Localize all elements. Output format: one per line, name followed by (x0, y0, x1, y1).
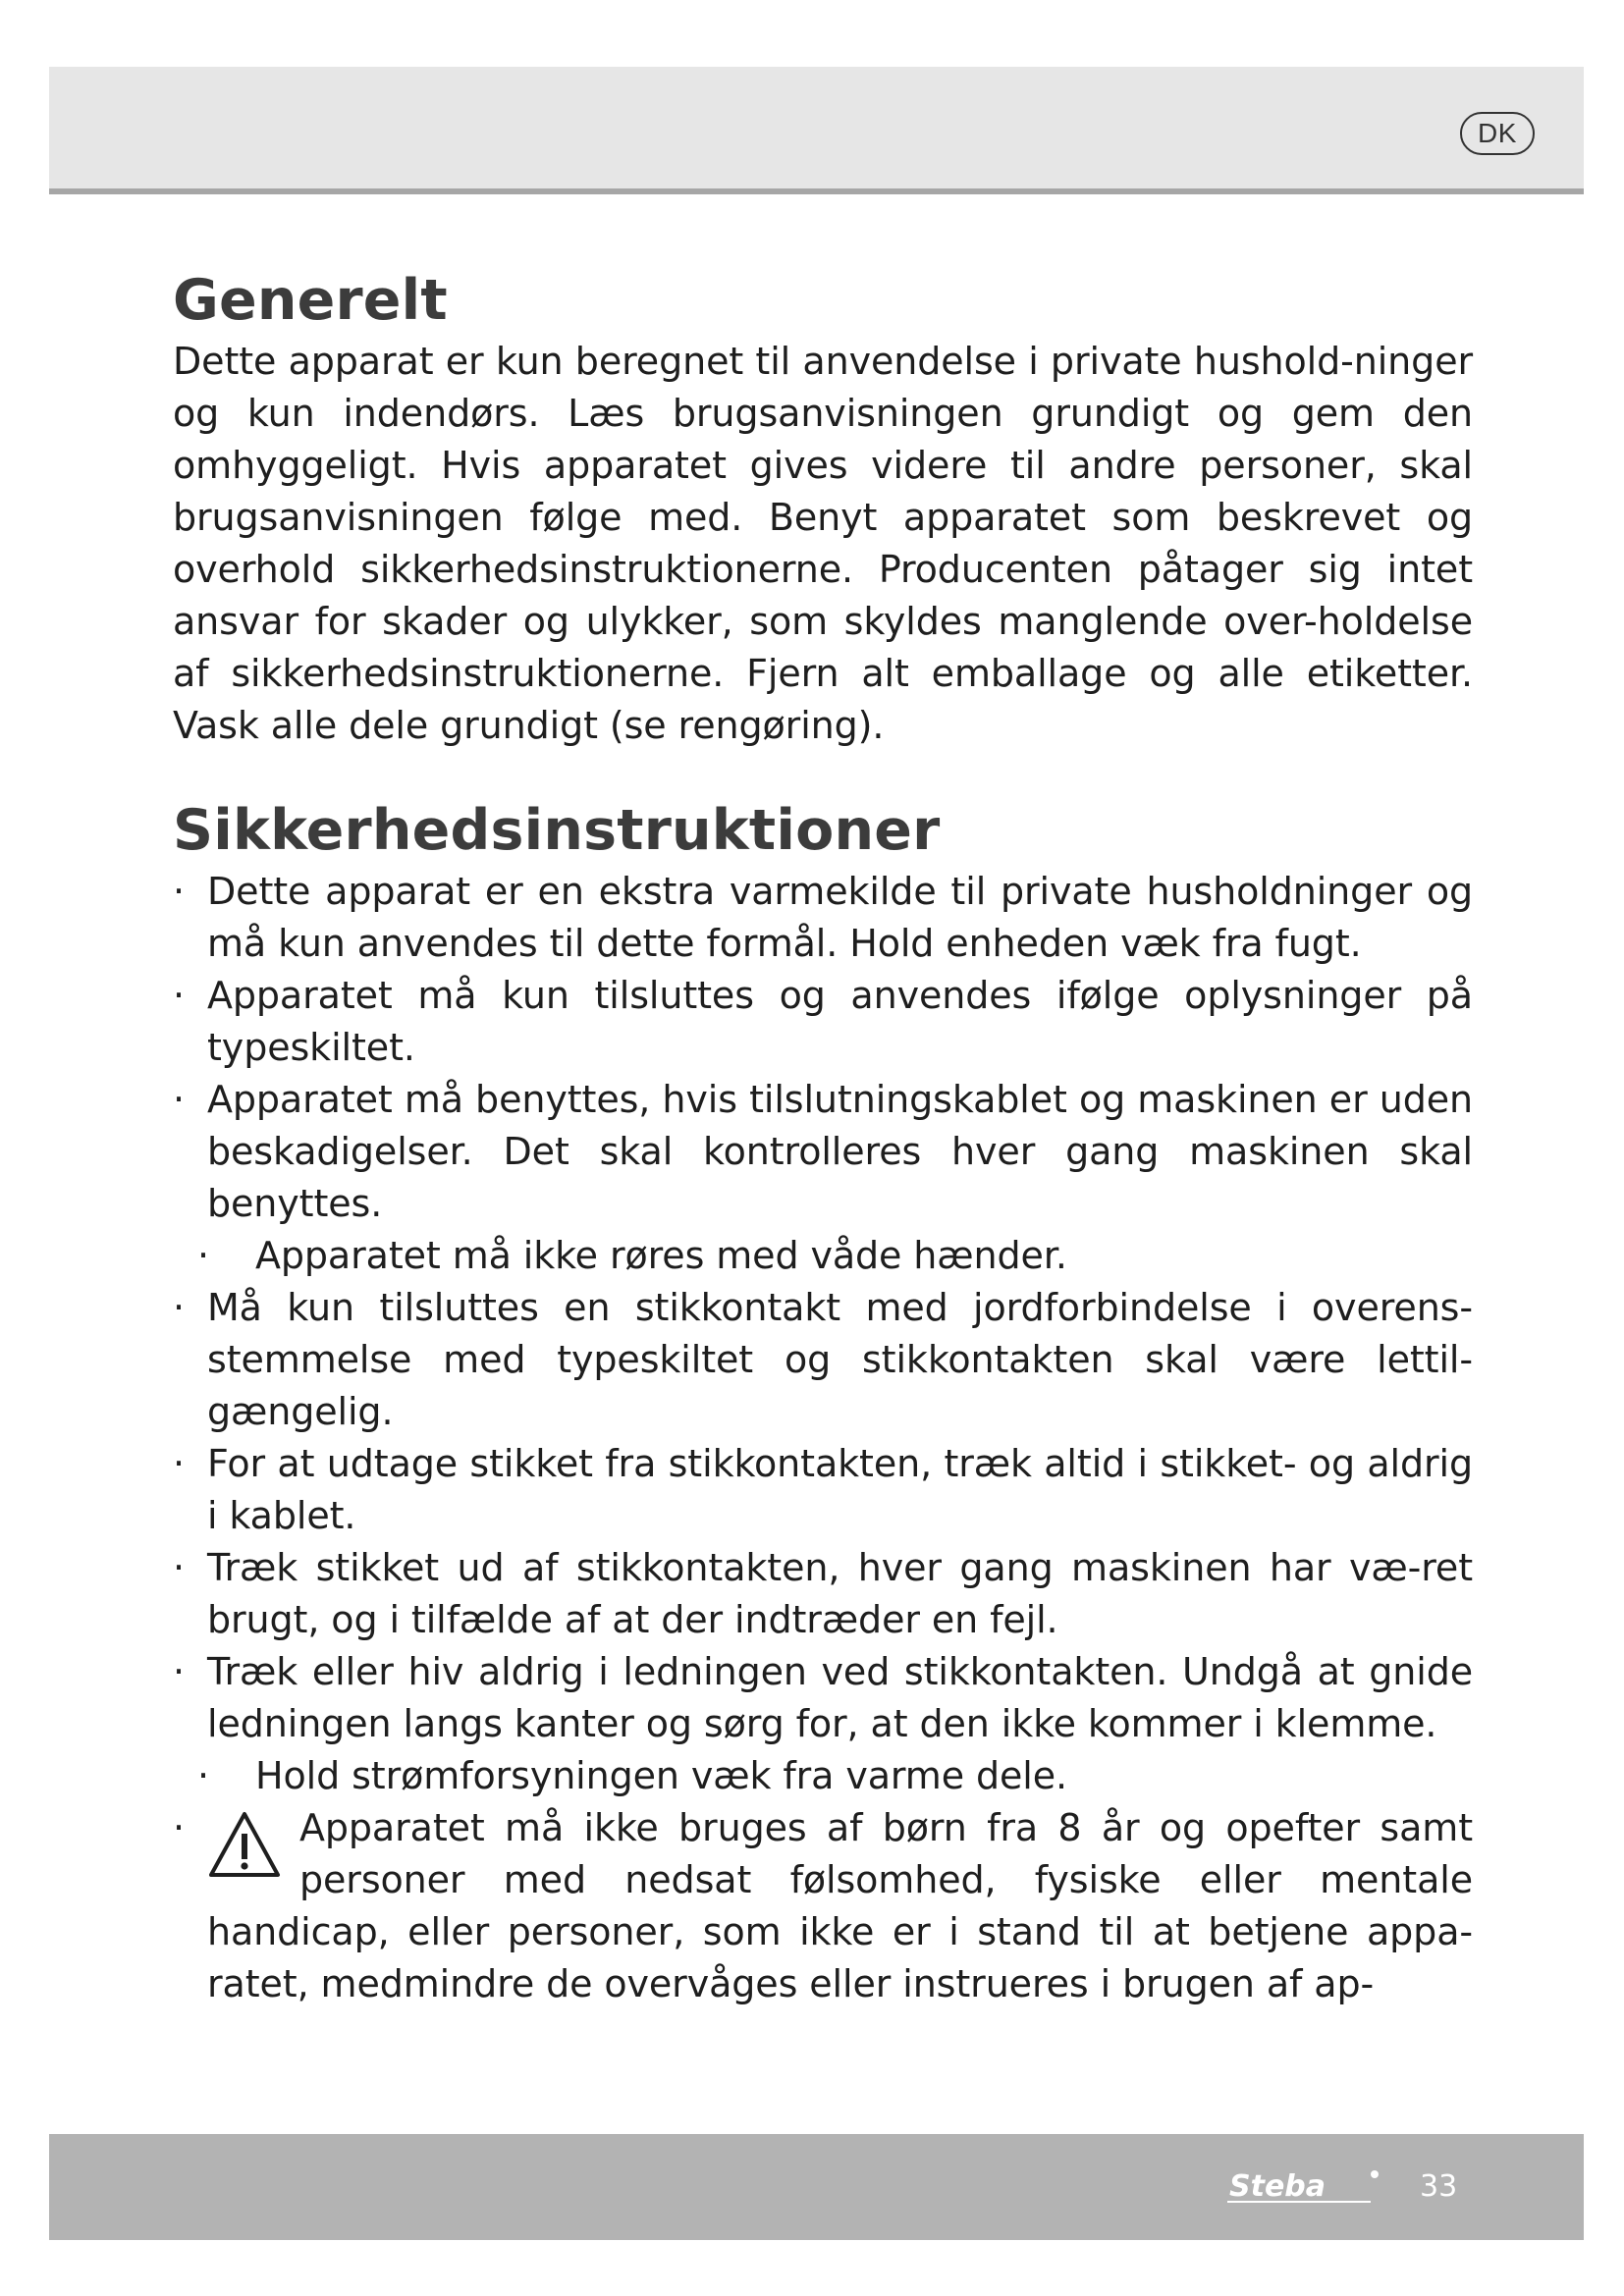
list-item (173, 1438, 1473, 1542)
list-item (173, 970, 1473, 1074)
bullet-dot: · (173, 1806, 185, 1849)
bullet-dot: · (173, 974, 185, 1017)
list-item-text: Dette apparat er en ekstra varmekilde til private husholdninger og må kun anvendes til dette formål. Hold enheden væk fra fugt. (207, 870, 1473, 965)
list-item (173, 1230, 1473, 1282)
steba-logo (1225, 2166, 1382, 2210)
list-item-text: Træk eller hiv aldrig i ledningen ved stikkontakten. Undgå at gnide ledningen langs kanter og sørg for, at den ikke kommer i klemme. (207, 1650, 1473, 1745)
list-item-text: For at udtage stikket fra stikkontakten, træk altid i stikket- og aldrig i kablet. (207, 1442, 1473, 1537)
list-item-text: Træk stikket ud af stikkontakten, hver gang maskinen har væ-ret brugt, og i tilfælde af at der indtræder en fejl. (207, 1546, 1473, 1641)
list-item (173, 1646, 1473, 1750)
bullet-dot: · (173, 1546, 185, 1589)
list-item-text: Apparatet må ikke røres med våde hænder. (255, 1234, 1067, 1277)
bullet-dot: · (173, 1442, 185, 1485)
bullet-dot: · (173, 1078, 185, 1121)
bullet-dot: · (197, 1754, 209, 1797)
safety-list (173, 866, 1473, 2010)
section-title-safety: Sikkerhedsinstruktioner (173, 798, 941, 863)
list-item-warning (173, 1802, 1473, 2010)
language-badge: DK (1460, 112, 1535, 155)
list-item (173, 1542, 1473, 1646)
list-item (173, 1750, 1473, 1802)
page-number: 33 (1420, 2169, 1458, 2204)
bullet-dot: · (173, 1286, 185, 1329)
section-title-general: Generelt (173, 268, 448, 333)
list-item-text: Må kun tilsluttes en stikkontakt med jordforbindelse i overens-stemmelse med typeskiltet og stikkontakten skal være lettil-gængelig. (207, 1286, 1473, 1433)
list-item-text: Hold strømforsyningen væk fra varme dele. (255, 1754, 1067, 1797)
bullet-dot: · (173, 1650, 185, 1693)
list-item (173, 866, 1473, 970)
page-content (173, 265, 1473, 2010)
list-item (173, 1074, 1473, 1230)
bullet-dot: · (197, 1234, 209, 1277)
list-item-text: Apparatet må benyttes, hvis tilslutningskablet og maskinen er uden beskadigelser. Det skal kontrolleres hver gang maskinen skal benyttes. (207, 1078, 1473, 1225)
general-paragraph: Dette apparat er kun beregnet til anvendelse i private hushold-ninger og kun indendørs. Læs brugsanvisningen grundigt og gem den omhyggeligt. Hvis apparatet gives videre til andre personer, skal brugsanvisningen følge med. Benyt apparatet som beskrevet og overhold sikkerhedsinstruktionerne. Producenten påtager sig intet ansvar for skader og ulykker, som skyldes manglende over-holdelse af sikkerhedsinstruktionerne. Fjern alt emballage og alle etiketter. Vask alle dele grundigt (se rengøring). (173, 340, 1473, 747)
warning-triangle-icon (207, 1810, 282, 1879)
list-item-text: Apparatet må ikke bruges af børn fra 8 år og opefter samt personer med nedsat følsomhed, fysiske eller mentale handicap, eller personer, som ikke er i stand til at betjene appa-ratet, medmindre de overvåges eller instrueres i brugen af ap- (207, 1806, 1473, 2005)
bullet-dot: · (173, 870, 185, 913)
list-item-text: Apparatet må kun tilsluttes og anvendes ifølge oplysninger på typeskiltet. (207, 974, 1473, 1069)
brand-text: Steba (1229, 2169, 1326, 2204)
header-band (49, 67, 1584, 194)
list-item (173, 1282, 1473, 1438)
